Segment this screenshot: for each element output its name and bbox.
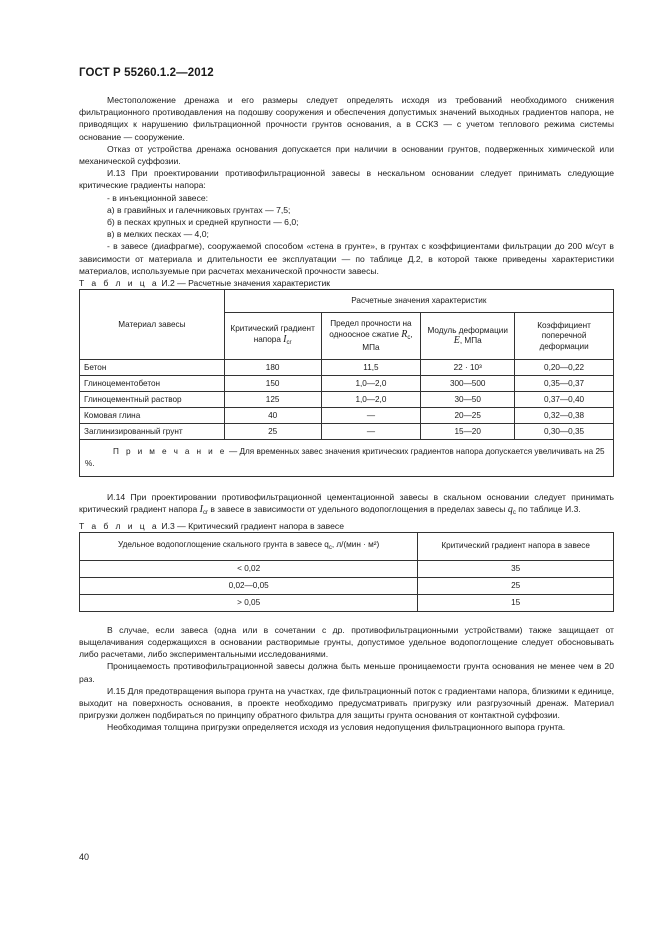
table-2: [79, 289, 614, 477]
paragraph-i14: И.14 При проектировании противофильтрационной цементационной завесы в скальном основании следует принимать критический градиент напора $I_{cr}$ в завесе в зависимости от удельного водопоглощения в пределах завесы $q_c$ по таблице И.3.: [79, 492, 614, 517]
cell-range: > 0,05: [80, 594, 418, 611]
table3-caption-text: И.3 — Критический градиент напора в завесе: [159, 520, 344, 531]
cell-modulus: 15—20: [421, 424, 515, 440]
table-note: [80, 440, 614, 477]
cell-material: Глиноцементобетон: [80, 376, 225, 392]
cell-gradient: 25: [224, 424, 321, 440]
paragraph: Проницаемость противофильтрационной завесы должна быть меньше проницаемости грунта основания не менее чем в 20 раз.: [79, 661, 614, 684]
cell-range: < 0,02: [80, 560, 418, 577]
table-3: [79, 532, 614, 612]
cell-poisson: 0,37—0,40: [515, 392, 614, 408]
cell-poisson: 0,20—0,22: [515, 360, 614, 376]
table3-caption: [79, 520, 614, 532]
col-header-gradient: Критический градиент напора $I_{cr}$: [224, 313, 321, 360]
cell-modulus: 20—25: [421, 408, 515, 424]
list-item: - в инъекционной завесе:: [107, 192, 209, 203]
table2-caption-text: И.2 — Расчетные значения характеристик: [159, 278, 331, 289]
paragraph: Отказ от устройства дренажа основания допускается при наличии в основании грунтов, подверженных химической или механической суффозии.: [79, 143, 614, 167]
col-header-poisson: Коэффициент поперечной деформации: [515, 313, 614, 360]
paragraphs-before: [79, 94, 614, 277]
col-header-material: Материал завесы: [80, 290, 225, 360]
table-row: [80, 392, 614, 408]
paragraphs-after: [79, 624, 614, 734]
table-row: [80, 424, 614, 440]
cell-gradient: 40: [224, 408, 321, 424]
col-header-strength: Предел прочности на одноосное сжатие $R_c$, МПа: [321, 313, 421, 360]
note-prefix: П р и м е ч а н и е: [113, 447, 227, 457]
col-header-critical-gradient: Критический градиент напора в завесе: [418, 532, 614, 560]
cell-modulus: 30—50: [421, 392, 515, 408]
table-note-row: [80, 440, 614, 477]
cell-material: Заглинизированный грунт: [80, 424, 225, 440]
list-item: а) в гравийных и галечниковых грунтах — 7,5;: [107, 204, 291, 215]
cell-poisson: 0,32—0,38: [515, 408, 614, 424]
table-row: [80, 376, 614, 392]
table2-caption: [79, 277, 614, 289]
cell-material: Комовая глина: [80, 408, 225, 424]
table-row: [80, 408, 614, 424]
page-content: [79, 94, 614, 734]
cell-gradient: 35: [418, 560, 614, 577]
paragraph: И.13 При проектировании противофильтрационной завесы в нескальном основании следует принимать следующие критические градиенты напора:: [79, 168, 614, 191]
cell-material: Бетон: [80, 360, 225, 376]
paragraph: И.15 Для предотвращения выпора грунта на участках, где фильтрационный поток с градиентами напора, близкими к единице, выходит на поверхность основания, в проекте необходимо предусматривать пригрузку или разгрузочный дренаж. Материал пригрузки должен подбираться по принципу обратного фильтра для защиты грунта основания от контактной суффозии.: [79, 685, 614, 721]
cell-strength: 11,5: [321, 360, 421, 376]
page-number: 40: [79, 852, 90, 862]
cell-range: 0,02—0,05: [80, 577, 418, 594]
paragraph: Необходимая толщина пригрузки определяется исходя из условия недопущения фильтрационного выпора грунта.: [107, 722, 566, 733]
table-row: [80, 360, 614, 376]
cell-strength: 1,0—2,0: [321, 392, 421, 408]
cell-gradient: 180: [224, 360, 321, 376]
cell-poisson: 0,35—0,37: [515, 376, 614, 392]
table-row: [80, 560, 614, 577]
table3-caption-prefix: Т а б л и ц а: [79, 520, 159, 531]
cell-strength: —: [321, 424, 421, 440]
col-group-header: Расчетные значения характеристик: [224, 290, 613, 313]
note-text: — Для временных завес значения критических градиентов напора допускается увеличивать на 25 %.: [85, 447, 605, 469]
cell-gradient: 150: [224, 376, 321, 392]
paragraph: В случае, если завеса (одна или в сочетании с др. противофильтрационными устройствами) также защищает от выщелачивания содержащихся в основании растворимые грунты, допустимое удельное водопоглощение следует обосновывать либо расчетами, либо экспериментальными исследованиями.: [79, 624, 614, 660]
cell-strength: 1,0—2,0: [321, 376, 421, 392]
cell-gradient: 15: [418, 594, 614, 611]
cell-poisson: 0,30—0,35: [515, 424, 614, 440]
list-item: б) в песках крупных и средней крупности — 6,0;: [107, 217, 299, 228]
cell-gradient: 125: [224, 392, 321, 408]
paragraph: - в завесе (диафрагме), сооружаемой способом «стена в грунте», в грунтах с коэффициентами фильтрации до 200 м/сут в зависимости от материала и длительности ее эксплуатации — по таблице Д.2, в которой также приведены характеристики материалов, используемые при расчетах механической прочности завесы.: [79, 241, 614, 276]
col-header-absorption: Удельное водопоглощение скального грунта в завесе $q_c$, л/(мин · м²): [80, 532, 418, 560]
paragraph: Местоположение дренажа и его размеры следует определять исходя из требований необходимого снижения фильтрационного противодавления на подошву сооружения и обеспечения допустимых значений выходных градиентов напора, не приводящих к нарушению фильтрационной прочности грунтов основания, а в ССКЗ — с учетом теплового режима системы основание — сооружение.: [79, 95, 614, 142]
table-row: [80, 594, 614, 611]
document-header: ГОСТ Р 55260.1.2—2012: [79, 67, 214, 79]
col-header-modulus: Модуль деформации E, МПа: [421, 313, 515, 360]
cell-modulus: 22 · 10³: [421, 360, 515, 376]
list-item: в) в мелких песках — 4,0;: [107, 229, 209, 240]
cell-gradient: 25: [418, 577, 614, 594]
table-row: [80, 577, 614, 594]
table2-caption-prefix: Т а б л и ц а: [79, 278, 159, 289]
cell-strength: —: [321, 408, 421, 424]
cell-material: Глиноцементный раствор: [80, 392, 225, 408]
cell-modulus: 300—500: [421, 376, 515, 392]
